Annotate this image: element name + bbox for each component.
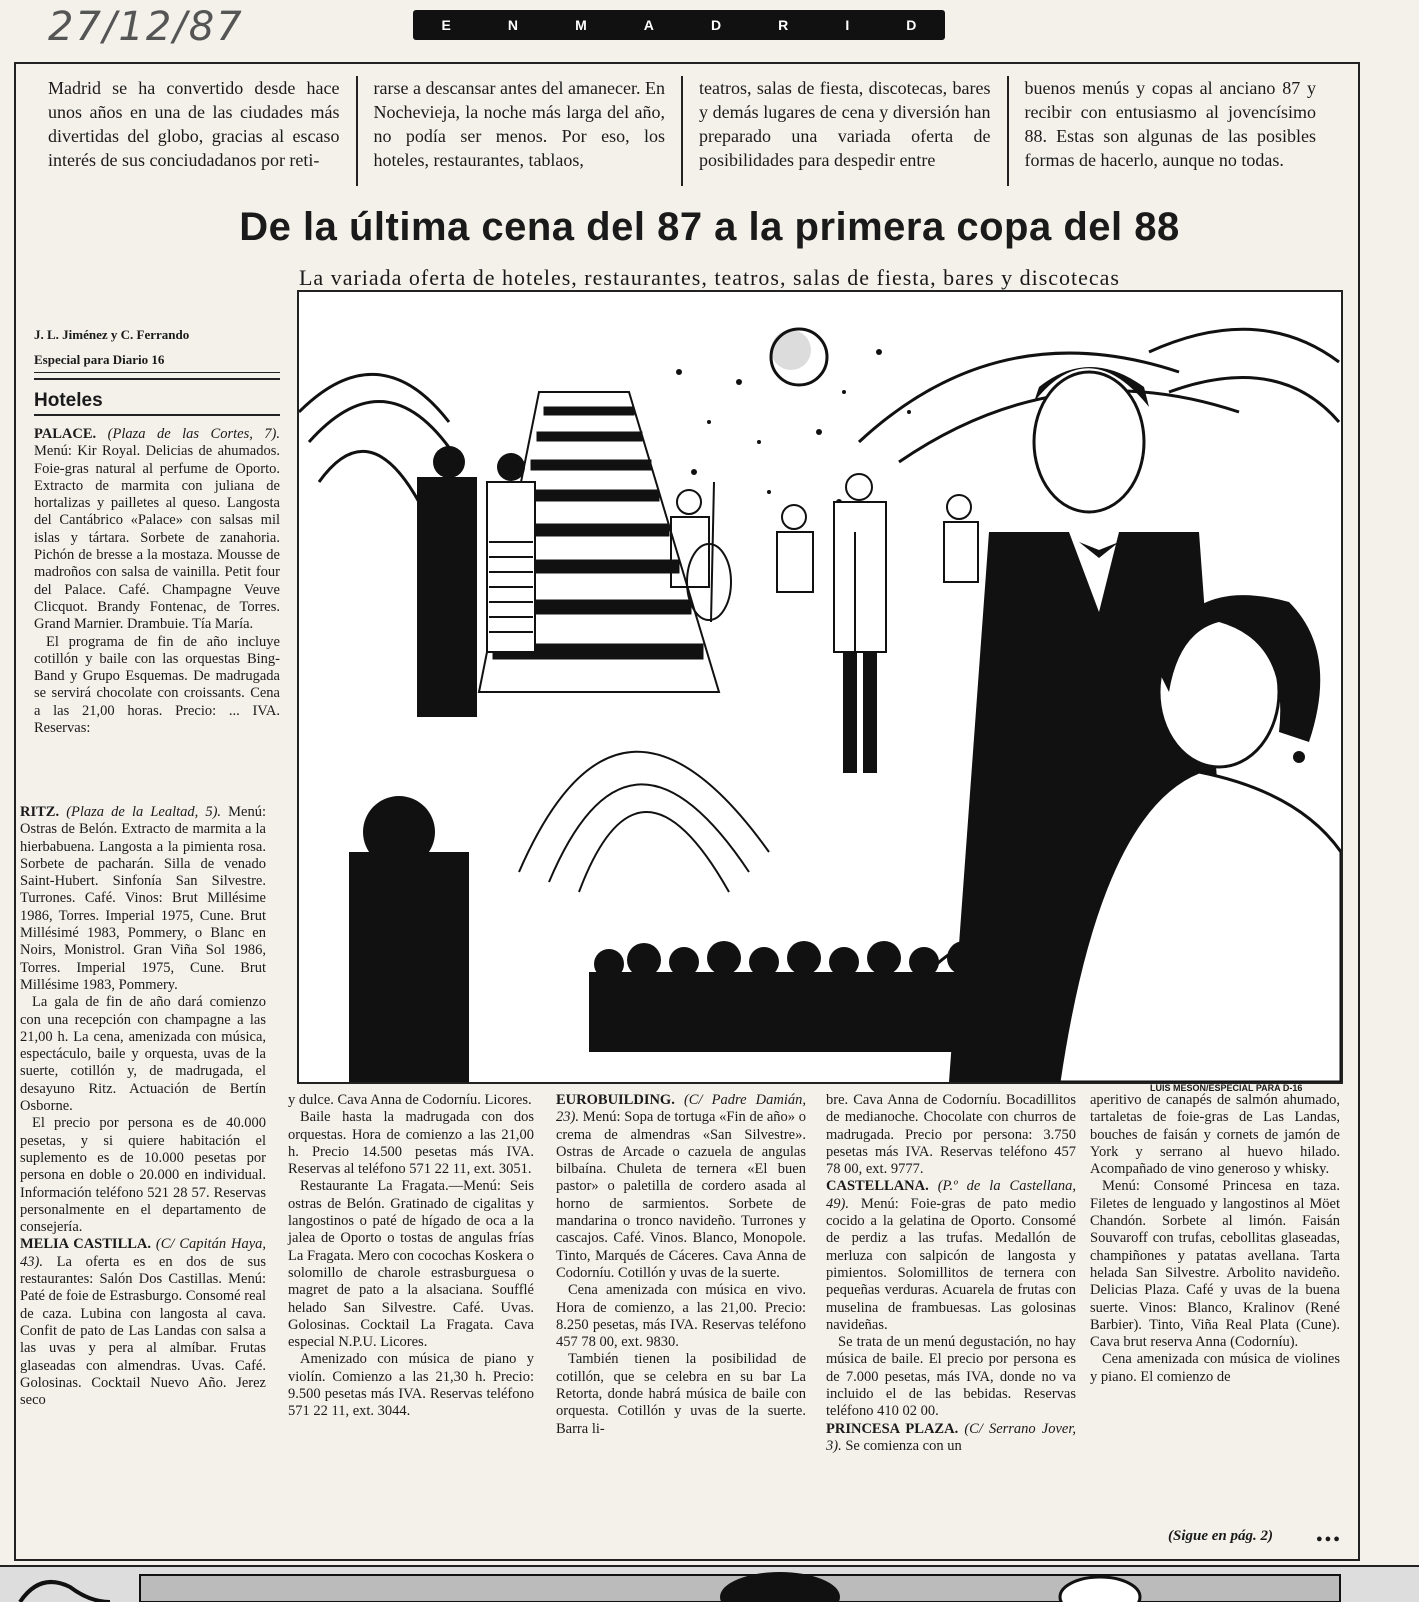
hotel-name-ritz: RITZ. (20, 804, 60, 820)
divider (34, 414, 280, 416)
section-letter: N (507, 17, 519, 33)
paragraph: Cena amenizada con música de violines y piano. El comienzo de (1090, 1351, 1340, 1385)
hotel-name-princesa-plaza: PRINCESA PLAZA. (826, 1420, 959, 1437)
column-5 (1090, 1092, 1340, 1386)
paragraph: aperitivo de canapés de salmón ahumado, tartaletas de foie-gras de Las Landas, bouches de faisán y cornets de jamón de York y serrano al huevo hilado. Acompañado de vino generoso y whisky. (1090, 1092, 1340, 1178)
hotel-address: (P.º de la Castellana, 49). (826, 1178, 1076, 1212)
column-3 (556, 1092, 806, 1438)
paragraph: Restaurante La Fragata.—Menú: Seis ostras de Belón. Gratinado de cigalitas y langostinos o paté de hígado de oca a la jalea de Oporto o tostas de angulas frías La Fragata. Mero con cocochas Koskera o solomillo de charole estrasburguesa o magret de pato a la alsaciana. Soufflé helado San Silvestre. Café. Uvas. Golosinas. Cocktail La Fragata. Cava especial N.P.U. Licores. (288, 1178, 534, 1351)
menu-text: Se comienza con un (845, 1437, 962, 1454)
paragraph: El programa de fin de año incluye cotillón y baile con las orquestas Bing-Band y Grupo Esquemas. De madrugada se servirá chocolate con croissants. Cena a las 21,00 horas. Precio: ... IVA. Reservas: (34, 633, 280, 737)
section-letter: I (845, 17, 850, 33)
party-illustration (299, 292, 1341, 1082)
illustration-credit: LUIS MESON/ESPECIAL PARA D-16 (1150, 1083, 1303, 1093)
intro-column: buenos menús y copas al anciano 87 y recibir con entusiasmo al jovencísimo 88. Estas son algunas de las posibles formas de hacerlo, aunque no todas. (1024, 78, 1316, 170)
section-letter: M (575, 17, 587, 33)
menu-text: Menú: Sopa de tortuga «Fin de año» o crema de almendras «San Silvestre». Ostras de Arcade o cazuela de angulas bilbaína. Chuleta de ternera «El buen pastor» o paletilla de cordero asada al horno de sarmientos. Sorbete de mandarina o tronco navideño. Turrones y cascajos. Café. Vinos. Blanco, Monopole. Tinto, Marqués de Cáceres. Cava Anna de Codorníu. Cotillón y uvas de la suerte. (556, 1109, 806, 1281)
paragraph: Cena amenizada con música en vivo. Hora de comienzo, a las 21,00. Precio: 8.250 pesetas, más IVA. Reservas teléfono 457 78 00, ext. 9830. (556, 1282, 806, 1351)
menu-text: Menú: Foie-gras de pato medio cocido a la gelatina de Oporto. Consomé de perdiz a las trufas. Medallón de merluza con salpicón de langosta y pimientos. Solomillitos de ternera con pequeñas verduras. Acuarela de frutas con muselina de frambuesas. Las golosinas navideñas. (826, 1195, 1077, 1333)
hotel-address: (C/ Capitán Haya, 43). (20, 1236, 267, 1270)
hotel-address: (C/ Padre Damián, 23). (556, 1092, 806, 1126)
intro-block (32, 76, 1332, 186)
paragraph: Menú: Consomé Princesa en taza. Filetes de lenguado y langostinos al Möet Chandón. Sorbete al limón. Faisán Souvaroff con trufas, cebollitas glaseadas, champiñones y patatas avellana. Tarta helada San Silvestre. Arbolito navideño. Delicias Plaza. Café y uvas de la buena suerte. Vinos: Blanco, Kralinov (René Barbier). Tinto, Viña Real Plata (Cune). Cava brut reserva Anna (Codorníu). (1090, 1178, 1340, 1351)
hotel-name-castellana: CASTELLANA. (826, 1178, 929, 1195)
paragraph: y dulce. Cava Anna de Codorníu. Licores. (288, 1092, 532, 1108)
hotel-name-eurobuilding: EUROBUILDING. (556, 1092, 675, 1108)
intro-column: rarse a descansar antes del amanecer. En Nochevieja, la noche más larga del año, no podía ser menos. Por eso, los hoteles, restaurantes, tablaos, (358, 76, 684, 186)
subheadline: La variada oferta de hoteles, restaurantes, teatros, salas de fiesta, bares y discotecas (298, 265, 1120, 290)
paragraph: Se trata de un menú degustación, no hay música de baile. El precio por persona es de 7.000 pesetas, más IVA, donde no va incluido el de las bebidas. Reservas teléfono 410 02 00. (826, 1334, 1076, 1420)
menu-text: Menú: Ostras de Belón. Extracto de marmita a la hierbabuena. Langosta a la pimienta rosa. Sorbete de pacharán. Silla de venado Saint-Hubert. Sinfonía San Silvestre. Turrones. Café. Vinos: Brut Millésime 1986, Torres. Imperial 1975, Cune. Brut Millésimé 1983, Pommery, o Blanc en Noirs, Monistrol. Gran Viña Sol 1986, Torres. Imperial 1975, Cune. Brut Millésime 1983, Pommery. (20, 804, 267, 993)
paragraph: La gala de fin de año dará comienzo con una recepción con champagne a las 21,00 h. La cena, amenizada con música, espectáculo, baile y orquesta, uvas de la suerte, cotillón y, de madrugada, el desayuno Ritz. Actuación de Bertín Osborne. (20, 994, 266, 1115)
column-2 (288, 1092, 534, 1421)
column-1 (34, 426, 280, 737)
next-page-strip (0, 1565, 1419, 1602)
section-banner (413, 10, 945, 40)
divider (34, 378, 280, 380)
hotel-name-melia: MELIA CASTILLA. (20, 1236, 152, 1253)
section-letter: R (778, 17, 789, 33)
next-page-graphic (0, 1567, 1419, 1602)
byline-outlet: Especial para Diario 16 (34, 347, 280, 373)
byline-authors: J. L. Jiménez y C. Ferrando (34, 327, 190, 342)
column-1-lower (20, 804, 266, 1409)
intro-column: teatros, salas de fiesta, discotecas, bares y demás lugares de cena y diversión han preparado una variada oferta de posibilidades para despedir entre (683, 76, 1009, 186)
paragraph: El precio por persona es de 40.000 pesetas, y si quiere habitación el suplemento es de 10.000 pesetas por persona en doble o 20.000 en individual. Información teléfono 521 28 57. Reservas personalmente en el departamento de consejería. (20, 1115, 266, 1236)
menu-text: La oferta es en dos de sus restaurantes: Salón Dos Castillas. Menú: Paté de foie de Estrasburgo. Consomé real de caza. Lubina con langosta al cava. Confit de pato de Las Landas con salsa a las uvas y pera al almíbar. Frutas glaseadas con almendras. Uvas. Café. Golosinas. Cocktail Nuevo Año. Jerez seco (20, 1253, 266, 1409)
paragraph: También tienen la posibilidad de cotillón, que se celebra en su bar La Retorta, donde habrá música de baile con orquesta. Cotillón y uvas de la suerte. Barra li- (556, 1351, 806, 1437)
byline-block (34, 322, 280, 373)
end-dots: ●●● (1316, 1533, 1342, 1545)
section-letter: D (906, 17, 917, 33)
column-4 (826, 1092, 1076, 1455)
menu-text: Menú: Kir Royal. Delicias de ahumados. Foie-gras natural al perfume de Oporto. Extracto de marmita con juliana de hortalizas y pailletes al queso. Langosta del Cantábrico «Palace» con salsas mil islas y tártara. Sorbete de zanahoria. Pichón de bresse a la mostaza. Mousse de madroños con salsa de vainilla. Petit four del Palace. Café. Champagne Veuve Clicquot. Brandy Fontenac, de Torres. Grand Marnier. Drambuie. Tía María. (34, 443, 280, 633)
paragraph: Amenizado con música de piano y violín. Comienzo a las 21,30 h. Precio: 9.500 pesetas más IVA. Reservas teléfono 571 22 11, ext. 3044. (288, 1351, 534, 1420)
paragraph: Baile hasta la madrugada con dos orquestas. Hora de comienzo a las 21,00 h. Precio 14.500 pesetas más IVA. Reservas al teléfono 571 22 11, ext. 3051. (288, 1109, 534, 1178)
hotel-address: (Plaza de las Cortes, 7). (107, 426, 281, 442)
illustration (297, 290, 1343, 1084)
hotel-address: (Plaza de la Lealtad, 5). (66, 804, 222, 820)
section-letter: E (441, 17, 451, 33)
continued-note: (Sigue en pág. 2) (1168, 1528, 1273, 1544)
headline: De la última cena del 87 a la primera copa del 88 (239, 205, 1180, 249)
hotel-name-palace: PALACE. (34, 426, 97, 442)
section-letter: A (643, 17, 654, 33)
paragraph: bre. Cava Anna de Codorníu. Bocadillitos de medianoche. Chocolate con churros de madrugada. Precio por persona: 3.750 pesetas más IVA. Reservas teléfono 457 78 00, ext. 9777. (826, 1092, 1076, 1178)
section-heading: Hoteles (34, 390, 103, 411)
hotel-address: (C/ Serrano Jover, 3). (826, 1420, 1076, 1454)
intro-column: Madrid se ha convertido desde hace unos años en una de las ciudades más divertidas del globo, gracias al escaso interés de sus conciudadanos por reti- (32, 76, 358, 186)
handwritten-date: 27/12/87 (48, 4, 244, 50)
section-letter: D (710, 17, 722, 33)
